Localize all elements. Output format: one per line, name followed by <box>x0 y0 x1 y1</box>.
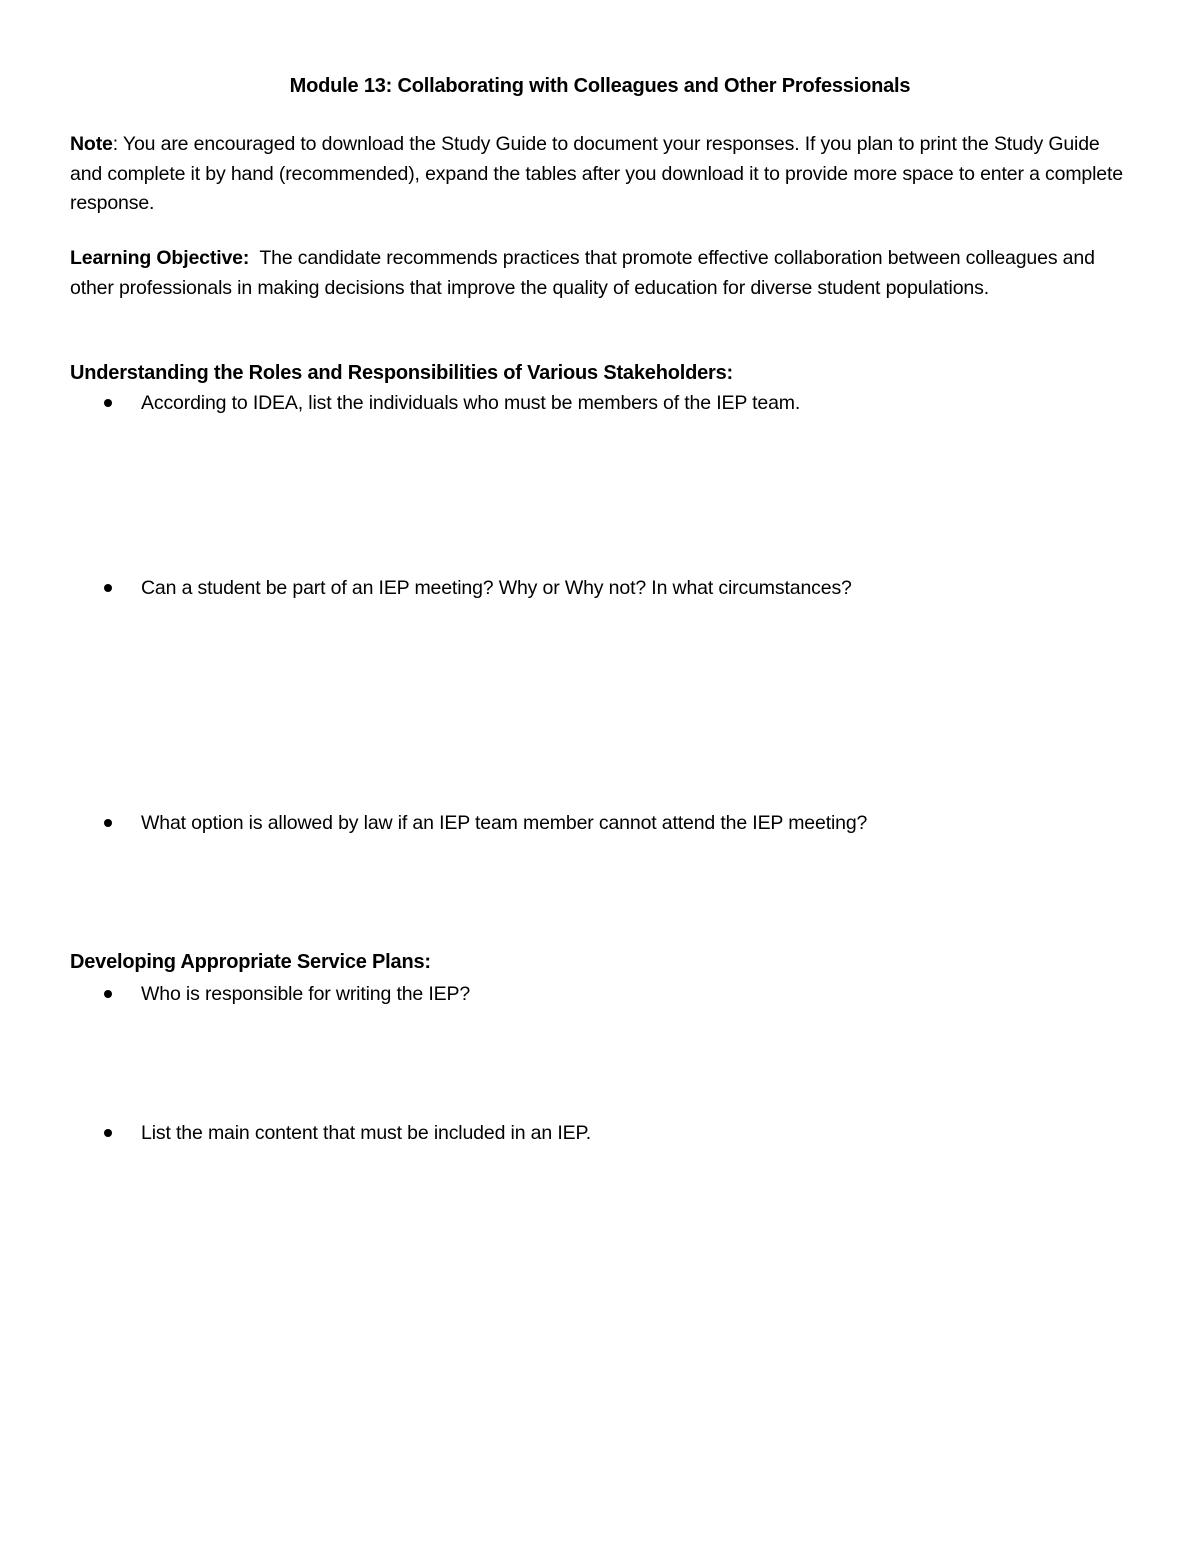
list-item <box>0 1120 1200 1150</box>
learning-objective-paragraph <box>70 244 1130 303</box>
section-heading-roles: Understanding the Roles and Responsibilities of Various Stakeholders: <box>70 362 733 384</box>
note-paragraph <box>70 130 1130 219</box>
note-text: : You are encouraged to download the Study Guide to document your responses. If you plan to print the Study Guide and complete it by hand (recommended), expand the tables after you download it to provide more space to enter a complete response. <box>70 133 1123 214</box>
list-item <box>0 810 1200 840</box>
question-text: According to IDEA, list the individuals who must be members of the IEP team. <box>141 392 801 414</box>
question-text: List the main content that must be included in an IEP. <box>141 1122 592 1144</box>
question-text: Can a student be part of an IEP meeting? Why or Why not? In what circumstances? <box>141 577 852 599</box>
list-item <box>0 575 1200 605</box>
bullet-icon <box>104 1129 112 1137</box>
section-heading-service-plans: Developing Appropriate Service Plans: <box>70 951 431 973</box>
document-title: Module 13: Collaborating with Colleagues and Other Professionals <box>289 75 911 97</box>
question-text: Who is responsible for writing the IEP? <box>141 983 471 1005</box>
note-label: Note <box>70 133 113 155</box>
list-item <box>0 390 1200 420</box>
learning-objective-text: The candidate recommends practices that promote effective collaboration between colleagues and other professionals in making decisions that improve the quality of education for diverse student populations. <box>70 247 1101 299</box>
learning-objective-label: Learning Objective: <box>70 247 250 269</box>
bullet-icon <box>104 399 112 407</box>
list-item <box>0 981 1200 1011</box>
bullet-icon <box>104 819 112 827</box>
question-text: What option is allowed by law if an IEP team member cannot attend the IEP meeting? <box>141 812 868 834</box>
bullet-icon <box>104 584 112 592</box>
bullet-icon <box>104 990 112 998</box>
